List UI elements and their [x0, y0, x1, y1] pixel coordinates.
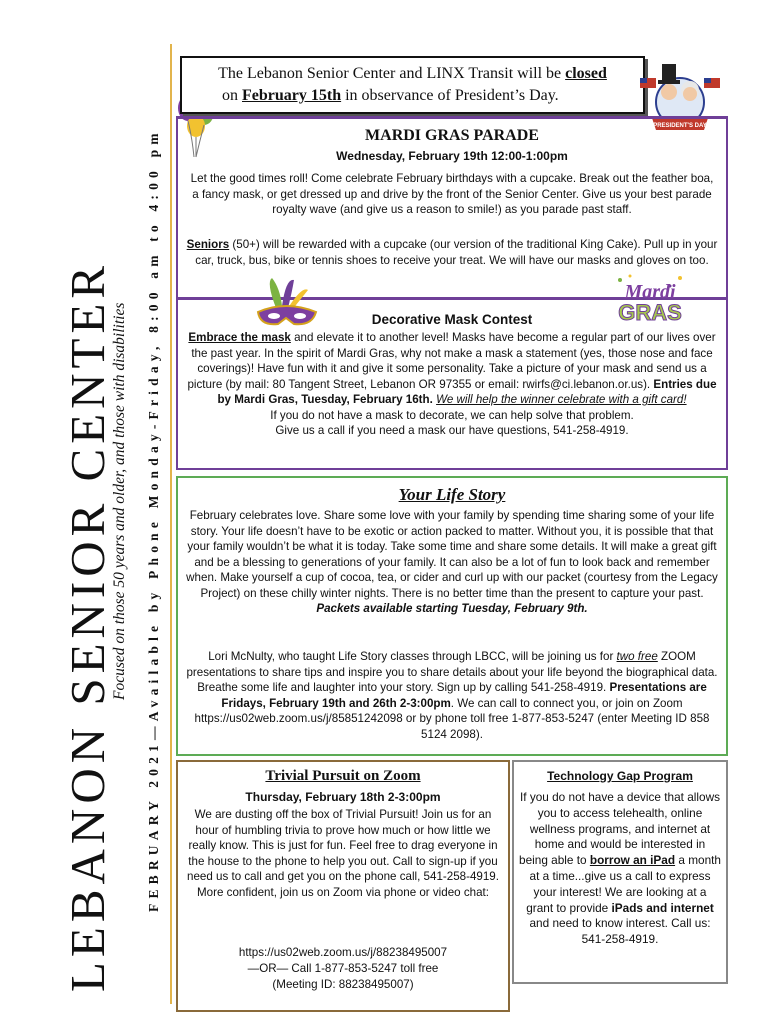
paragraph-text: If you do not have a device that allows you to access telehealth, online wellness programs, and internet at home and would be interested in being able to: [519, 790, 721, 868]
closure-text: in observance of President’s Day.: [341, 87, 559, 104]
embrace-lead: Embrace the mask: [188, 331, 291, 344]
closure-line-2: [222, 87, 559, 105]
trivia-time: Thursday, February 18th 2-3:00pm: [245, 790, 441, 804]
mardi-gras-paragraph-2: [186, 237, 718, 268]
trivia-phone: —OR— Call 1-877-853-5247 toll free: [247, 962, 439, 975]
trivia-zoom-link[interactable]: https://us02web.zoom.us/j/88238495007: [238, 946, 448, 959]
newsletter-subtitle: Focused on those 50 years and older, and those with disabilities: [111, 302, 128, 700]
life-story-paragraph-2: [184, 649, 720, 742]
gift-card-note: We will help the winner celebrate with a gift card!: [436, 393, 687, 406]
closed-word: closed: [565, 65, 607, 82]
badge-text: PRESIDENT'S DAY: [653, 123, 707, 129]
paragraph-text: . We can call to connect you, or join on Zoom https://us02web.zoom.us/j/85851242098 or by phone toll free 1-877-853-5247 (enter Meeting ID 858 5124 2098).: [194, 696, 710, 741]
mask-contest-body: [184, 330, 720, 439]
paragraph-text: If you do not have a mask to decorate, we can help solve that problem.: [270, 408, 634, 422]
mardi-gras-badge-icon: [610, 270, 690, 328]
life-story-paragraph-1: [184, 508, 720, 617]
trivia-section: [176, 760, 510, 1012]
paragraph-text: a month at a time...give us a call to express your interest! We are looking at a grant to provide: [526, 853, 721, 915]
entry-deadline: Entries due by Mardi Gras, Tuesday, February 16th.: [217, 377, 717, 406]
trivia-meeting-id: (Meeting ID: 88238495007): [272, 978, 414, 991]
paragraph-text: Lori McNulty, who taught Life Story classes through LBCC, will be joining us for: [208, 650, 617, 663]
badge-gras: GRAS: [618, 300, 682, 325]
mask-contest-title: Decorative Mask Contest: [371, 312, 533, 327]
trivia-title: Trivial Pursuit on Zoom: [265, 768, 421, 784]
mardi-gras-paragraph-1: Let the good times roll! Come celebrate February birthdays with a cupcake. Break out the feather boa, a fancy mask, or get dressed up and drive by the front of the Senior Center. Give us your best parade royalty wave (and give us a reason to smile!) as you parade past staff.: [190, 172, 714, 216]
trivia-body: We are dusting off the box of Trivial Pursuit! Join us for an hour of humbling trivia to prove how much or how little we really know. This is just for fun. Feel free to drag everyone in the house to the phone to help you out. Call to sign-up if you need us to call and get you on the phone call, 541-258-4919. More confident, join us on Zoom via phone or video chat:: [187, 808, 499, 899]
newsletter-title: LEBANON SENIOR CENTER: [60, 260, 115, 992]
technology-gap-section: [512, 760, 728, 984]
paragraph-text: Give us a call if you need a mask our have questions, 541-258-4919.: [275, 424, 629, 437]
life-story-section: [176, 476, 728, 756]
two-free-note: two free: [616, 650, 658, 663]
badge-mardi: Mardi: [624, 281, 676, 303]
presentation-dates: Presentations are Fridays, February 19th and 26th 2-3:00pm: [221, 681, 707, 710]
divider: [170, 44, 172, 1004]
paragraph-text: and need to know interest. Call us: 541-258-4919.: [529, 916, 711, 947]
paragraph-text: February celebrates love. Share some love with your family by spending time sharing some of your life story. Your life doesn’t have to be exotic or action packed to matter. Without you, it is possible that that your family wouldn’t be what it is today. Take some time and share some details. It will make a great gift and be a blessing to generations of your family. It can also be a lot of fun to look back and remember when. Make yourself a cup of cocoa, tea, or cider and curl up with our packet (courtesy from the Legacy Project) on these chilly winter nights. There is no better time than the present to capture your past.: [186, 509, 718, 600]
closure-notice: [180, 56, 645, 114]
packets-note: Packets available starting Tuesday, February 9th.: [316, 602, 588, 615]
paragraph-text: ZOOM presentations to share tips and inspire you to share details about your life beyond the biographical data. Breathe some life and laughter into your story. Sign up by calling 541-258-4919.: [186, 650, 718, 694]
availability-line: FEBRUARY 2021—Available by Phone Monday-Friday, 8:00 am to 4:00 pm: [146, 128, 161, 912]
paragraph-text: (50+) will be rewarded with a cupcake (our version of the traditional King Cake). Pull up in your car, truck, bus, bike or tennis shoes to receive your treat. We will have our masks and gloves on too.: [195, 238, 718, 267]
mardi-gras-title: MARDI GRAS PARADE: [365, 127, 539, 144]
paragraph-text: and elevate it to another level! Masks have become a regular part of our lives over the past year. In the spirit of Mardi Gras, why not make a mask a statement (yes, those nose and face coverings)! Have fun with it and give it some personality. Take a picture of your mask and send us a picture (by mail: 80 Tangent Street, Lebanon OR 97355 or email: rwirfs@ci.lebanon.or.us).: [187, 331, 716, 391]
closure-text: on: [222, 87, 242, 104]
tech-title: Technology Gap Program: [547, 769, 693, 783]
mardi-gras-time: Wednesday, February 19th 12:00-1:00pm: [336, 149, 568, 163]
mardi-gras-mask-icon: [246, 278, 326, 330]
closure-text: The Lebanon Senior Center and LINX Transit will be: [218, 65, 566, 82]
seniors-label: Seniors: [186, 238, 230, 251]
ipads-internet: iPads and internet: [611, 900, 714, 915]
tech-body: [519, 790, 721, 948]
closure-line-1: [182, 65, 643, 83]
life-story-title: Your Life Story: [398, 485, 506, 504]
closure-date: February 15th: [242, 87, 342, 104]
borrow-ipad: borrow an iPad: [589, 853, 676, 868]
